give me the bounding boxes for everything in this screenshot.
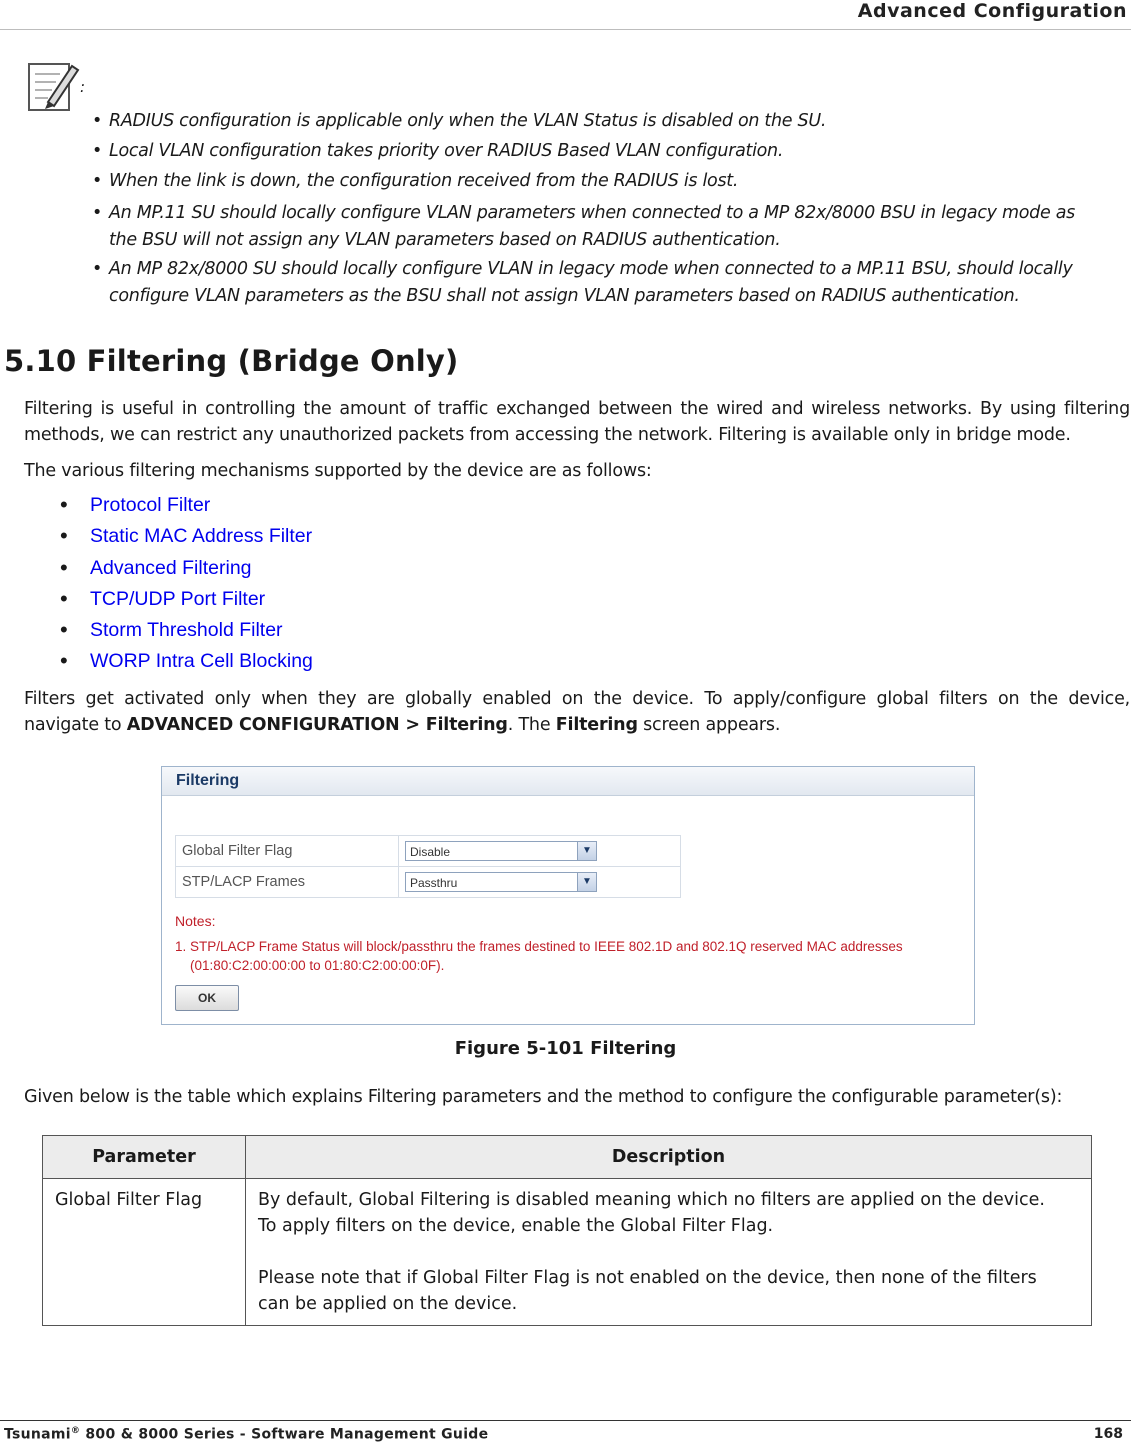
note-bullet-text: An MP.11 SU should locally configure VLAN parameters when connected to a MP 82x/8000 BSU in legacy mode as xyxy=(109,203,1075,223)
intro-line-1: Filtering is useful in controlling the amount of traffic exchanged between the wired and wireless networks. By using filtering xyxy=(24,399,1130,419)
parameter-table xyxy=(42,1135,1092,1326)
brand-name: Tsunami xyxy=(4,1426,71,1443)
form-row xyxy=(176,867,681,898)
bullet-dot: • xyxy=(92,141,103,161)
page-number: 168 xyxy=(1093,1426,1123,1442)
panel-title: Filtering xyxy=(176,772,240,789)
desc-text: To apply filters on the device, enable the Global Filter Flag. xyxy=(258,1216,774,1236)
panel-header xyxy=(162,767,974,796)
table-intro: Given below is the table which explains Filtering parameters and the method to configure the configurable parameter(s): xyxy=(24,1087,1063,1107)
guide-name: 800 & 8000 Series - Software Management Guide xyxy=(80,1426,489,1443)
notes-text-cont: (01:80:C2:00:00:00 to 01:80:C2:00:00:0F). xyxy=(190,958,445,973)
notes-heading: Notes: xyxy=(175,913,216,929)
desc-text: By default, Global Filtering is disabled meaning which no filters are applied on the device. xyxy=(258,1190,1045,1210)
note-bullet-text: RADIUS configuration is applicable only when the VLAN Status is disabled on the SU. xyxy=(109,111,827,131)
bullet-dot: • xyxy=(60,492,68,517)
stp-lacp-frames-label: STP/LACP Frames xyxy=(176,867,399,898)
note-bullet-text-cont: the BSU will not assign any VLAN parameters based on RADIUS authentication. xyxy=(109,230,781,250)
note-bullet-text: Local VLAN configuration takes priority over RADIUS Based VLAN configuration. xyxy=(109,141,784,161)
bullet-dot: • xyxy=(92,111,103,131)
stp-lacp-frames-select[interactable] xyxy=(405,872,597,892)
section-title: 5.10 Filtering (Bridge Only) xyxy=(4,344,459,378)
mechanisms-lead: The various filtering mechanisms supported by the device are as follows: xyxy=(24,461,652,481)
note-bullet-text-cont: configure VLAN parameters as the BSU shall not assign VLAN parameters based on RADIUS authentication. xyxy=(109,286,1020,306)
link-protocol-filter[interactable] xyxy=(60,494,210,517)
param-cell: Global Filter Flag xyxy=(43,1179,246,1326)
desc-text: can be applied on the device. xyxy=(258,1294,518,1314)
form-cell xyxy=(399,836,681,867)
registered-mark: ® xyxy=(70,1426,81,1436)
activate-text: . The xyxy=(507,715,556,735)
bullet-dot: • xyxy=(60,586,68,611)
filtering-form xyxy=(175,835,681,898)
link-text[interactable]: Protocol Filter xyxy=(90,494,211,516)
link-text[interactable]: Static MAC Address Filter xyxy=(90,525,313,547)
notes-item-1 xyxy=(175,937,965,975)
ok-button[interactable]: OK xyxy=(175,985,239,1011)
bullet-dot: • xyxy=(92,171,103,191)
bullet-dot: • xyxy=(60,523,68,548)
note-bullet-3 xyxy=(92,168,1128,195)
footer-rule xyxy=(0,1420,1131,1421)
figure-caption: Figure 5-101 Filtering xyxy=(454,1038,677,1059)
note-bullet-text: When the link is down, the configuration received from the RADIUS is lost. xyxy=(109,171,739,191)
note-bullet-2 xyxy=(92,138,1128,165)
chevron-down-icon[interactable]: ▼ xyxy=(577,842,596,860)
select-value: Disable xyxy=(410,845,451,859)
note-bullet-5 xyxy=(92,256,1128,310)
bullet-dot: • xyxy=(60,555,68,580)
activate-text: navigate to xyxy=(24,715,127,735)
screen-name: Filtering xyxy=(555,715,638,735)
link-text[interactable]: Storm Threshold Filter xyxy=(90,619,283,641)
desc-text: Please note that if Global Filter Flag is not enabled on the device, then none of the filters xyxy=(258,1268,1037,1288)
note-colon: : xyxy=(80,78,86,96)
select-value: Passthru xyxy=(410,876,458,890)
running-header-title: Advanced Configuration xyxy=(857,0,1127,22)
bullet-dot: • xyxy=(60,648,68,673)
activate-line-1: Filters get activated only when they are globally enabled on the device. To apply/configure global filters on the device, xyxy=(24,689,1130,709)
notes-text: 1. STP/LACP Frame Status will block/passthru the frames destined to IEEE 802.1D and 802.1Q reserved MAC addresses xyxy=(175,939,903,954)
header-parameter: Parameter xyxy=(43,1136,246,1179)
link-static-mac-address-filter[interactable] xyxy=(60,525,312,548)
header-description: Description xyxy=(246,1136,1092,1179)
activate-text: screen appears. xyxy=(637,715,781,735)
note-bullet-4 xyxy=(92,200,1128,254)
link-storm-threshold-filter[interactable] xyxy=(60,619,283,642)
bullet-dot: • xyxy=(60,617,68,642)
activate-line-2 xyxy=(24,712,1130,738)
note-bullet-1 xyxy=(92,108,1128,135)
link-worp-intra-cell-blocking[interactable] xyxy=(60,650,313,673)
form-cell xyxy=(399,867,681,898)
footer-guide-title xyxy=(4,1426,488,1443)
chevron-down-icon[interactable]: ▼ xyxy=(577,873,596,891)
bullet-dot: • xyxy=(92,203,103,223)
intro-line-2: methods, we can restrict any unauthorized packets from accessing the network. Filtering is available only in bridge mode. xyxy=(24,425,1071,445)
global-filter-flag-label: Global Filter Flag xyxy=(176,836,399,867)
link-text[interactable]: WORP Intra Cell Blocking xyxy=(90,650,313,672)
bullet-dot: • xyxy=(92,259,103,279)
table-row xyxy=(43,1179,1092,1326)
link-advanced-filtering[interactable] xyxy=(60,557,252,580)
link-text[interactable]: TCP/UDP Port Filter xyxy=(90,588,266,610)
filtering-screenshot xyxy=(161,766,975,1025)
note-pencil-icon xyxy=(26,58,82,114)
link-text[interactable]: Advanced Filtering xyxy=(90,557,252,579)
form-row xyxy=(176,836,681,867)
global-filter-flag-select[interactable] xyxy=(405,841,597,861)
note-bullet-text: An MP 82x/8000 SU should locally configure VLAN in legacy mode when connected to a MP.11 BSU, should locally xyxy=(109,259,1073,279)
table-header-row xyxy=(43,1136,1092,1179)
link-tcp-udp-port-filter[interactable] xyxy=(60,588,265,611)
header-rule xyxy=(0,29,1131,30)
menu-path: ADVANCED CONFIGURATION > Filtering xyxy=(126,715,508,735)
desc-cell xyxy=(246,1179,1092,1326)
